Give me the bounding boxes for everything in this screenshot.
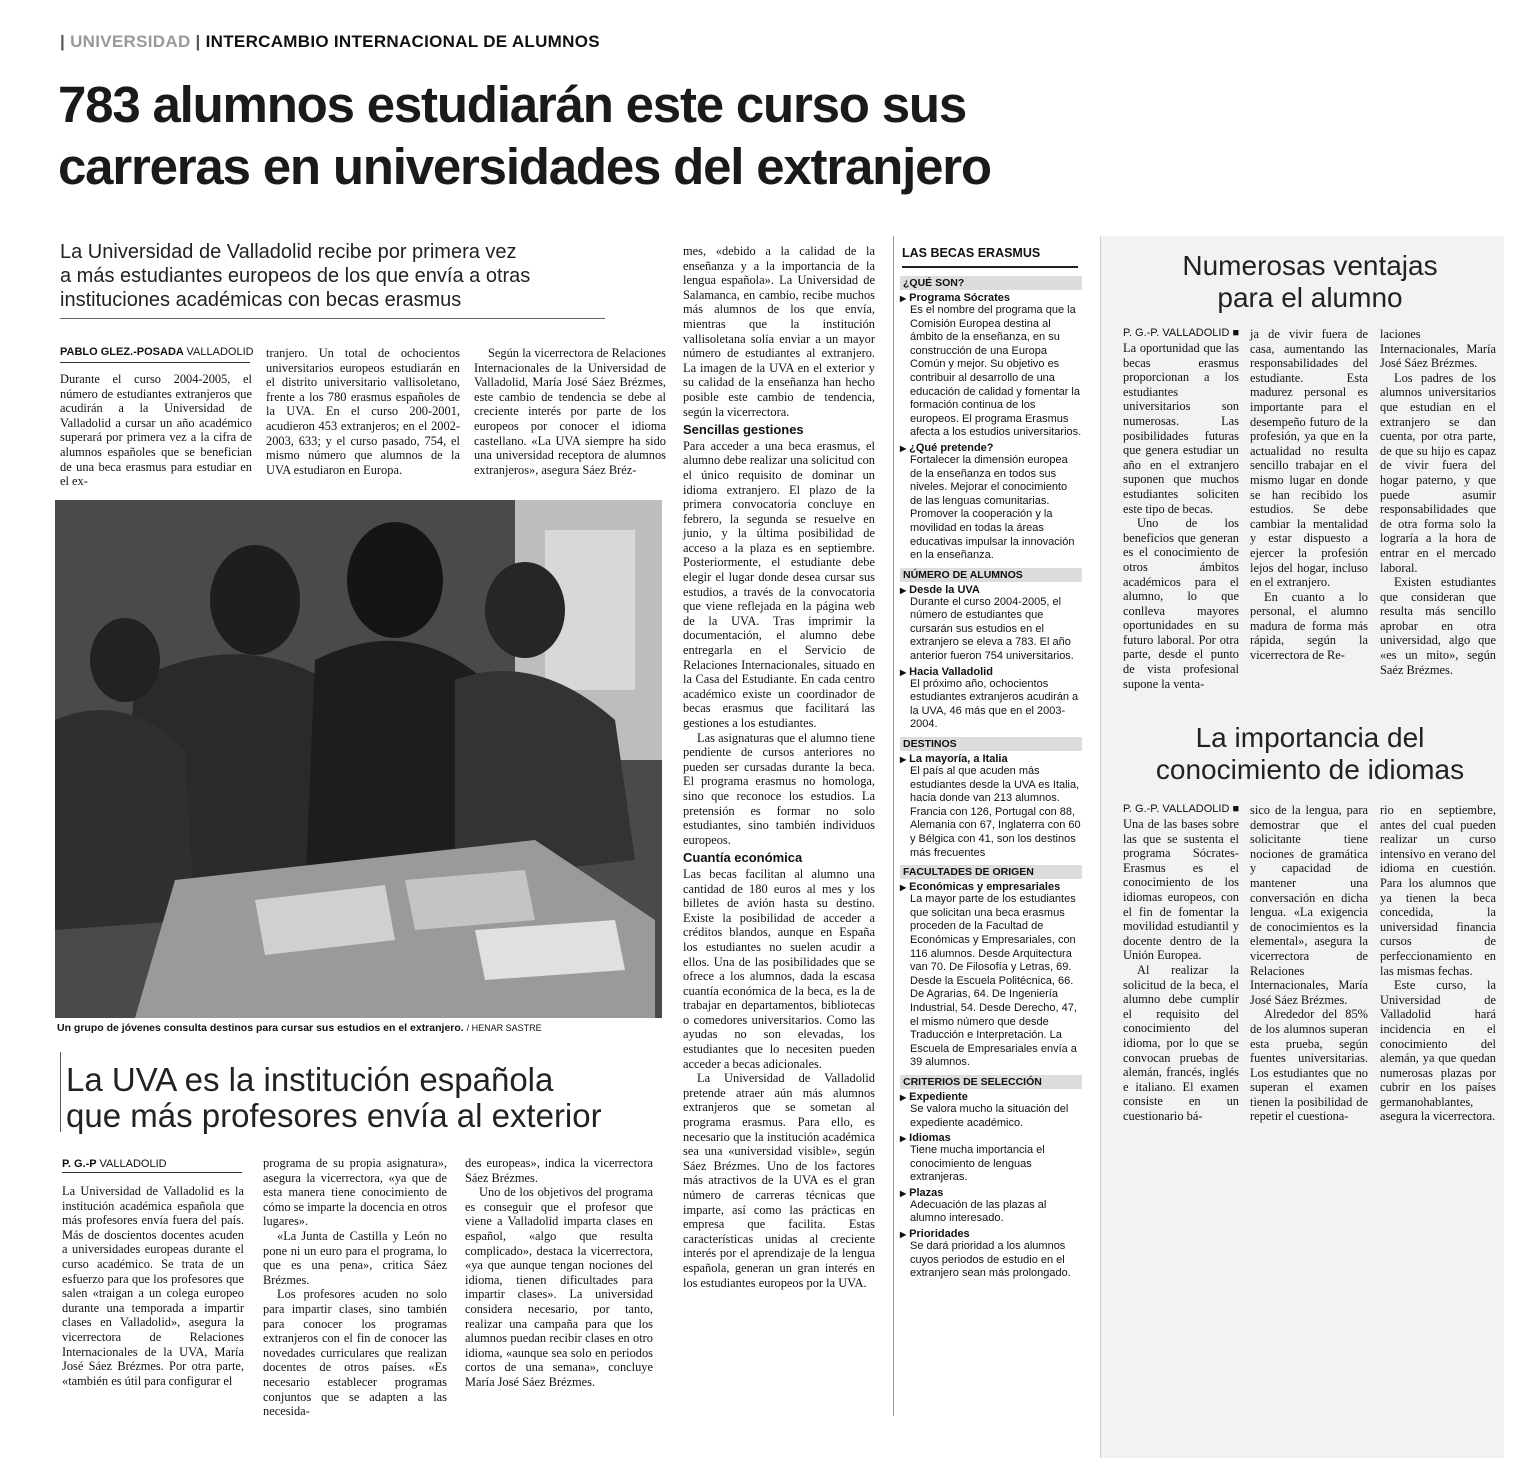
article2-col-1: La Universidad de Valladolid es la institución académica española que más profesores envía fuera del país. Más de doscientos docentes acuden a universidades europeas durante el curso académico. Se trata de un esfuerzo para que los profesores que salen «traigan a un colega europeo durante una temporada a impartir clases en Valladolid», asegura la vicerrectora de Relaciones Internacionales de la UVA, María José Sáez Brézmes. Por otra parte, «también es útil para configurar el [62,1184,244,1388]
subhead-sencillas-gestiones: Sencillas gestiones [683,422,804,438]
subsection-label: INTERCAMBIO INTERNACIONAL DE ALUMNOS [205,32,600,51]
main-col-3-text: Según la vicerrectora de Relaciones Internacionales de la Universidad de Valladolid, María José Sáez Brézmes, este cambio de tendencia se debe al creciente interés por parte de los europeos por conocer el idioma castellano. «La UVA siempre ha sido una universidad receptora de alumnos extranjeros», asegura Sáez Bréz- [474,346,666,477]
sidebar-title: LAS BECAS ERASMUS [902,246,1078,268]
article2-col-3: des europeas», indica la vicerrectora Sáez Brézmes. Uno de los objetivos del programa es conseguir que el profesor que viene a Valladolid imparta clases en español, «algo que resulta complicado», destaca la vicerrectora, «ya que aunque tengan nociones del idioma, tienen dificultades para impartir clases». La universidad considera necesario, por tanto, realizar una campaña para que los alumnos puedan recibir clases en otro idioma, «aunque sea solo en periodos cortos de una semana», concluye María José Sáez Brézmes. [465,1156,653,1389]
sidebar-section-head: CRITERIOS DE SELECCIÓN [900,1075,1082,1089]
right2-title: La importancia del conocimiento de idiomas [1155,722,1465,785]
headline-line-1: 783 alumnos estudiarán este curso sus [58,76,966,133]
sidebar-item-label: ▶ Idiomas [900,1132,1082,1144]
subheadline [60,240,530,312]
article2-col-2: programa de su propia asignatura», asegura la vicerrectora, «ya que de esta manera tiene conocimiento de cómo se imparte la docencia en otros lugares». «La Junta de Castilla y León no pone ni un euro para el programa, lo que es una pena», critica Sáez Brézmes. Los profesores acuden no solo para impartir clases, sino también para conocer los programas extranjeros con el fin de conocer las novedades curriculares que realizan docentes de otros países. «Es necesario establecer programas conjuntos que se adapten a las necesida- [263,1156,447,1419]
sidebar-item-text: Es el nombre del programa que la Comisión Europea destina al ámbito de la enseñanza, en su construcción de una Europa Común y mejor. Su objetivo es contribuir al desarrollo de una educación de calidad y fomentar la formación continua de los europeos. El programa Erasmus afecta a los estudios universitarios. [910,304,1082,439]
sidebar-item-text: Tiene mucha importancia el conocimiento de lenguas extranjeras. [910,1144,1045,1184]
sidebar-section-head: NÚMERO DE ALUMNOS [900,568,1082,582]
sidebar-item-label: ▶ La mayoría, a Italia [900,753,1082,765]
sidebar-item-text: El próximo año, ochocientos estudiantes extranjeros acudirán a la UVA, 46 más que en el 2003-2004. [910,677,1079,731]
right2-col-3: rio en septiembre, antes del cual pueden realizar un curso intensivo en verano del idioma en cuestión. Para los alumnos que ya tienen la beca concedida, la universidad financia cursos de perfeccionamiento en las mismas fechas. Este curso, la Universidad de Valladolid hará incidencia en el conocimiento del alemán, ya que quedan numerosas plazas por cubrir en los países germanohablantes, asegura la vicerrectora. [1380,803,1496,1124]
photo-caption: Un grupo de jóvenes consulta destinos para cursar sus estudios en el extranjero. / HENAR SASTRE [57,1022,542,1034]
main-byline: PABLO GLEZ.-POSADA VALLADOLID [60,346,254,358]
section-header: | UNIVERSIDAD | INTERCAMBIO INTERNACIONAL DE ALUMNOS [60,32,600,51]
sidebar-section-head: ¿QUÉ SON? [900,276,1082,290]
right1-byline: P. G.-P. VALLADOLID ■ [1123,327,1240,339]
main-col-4-p1: mes, «debido a la calidad de la enseñanza y a la importancia de la lengua española». La Universidad de Salamanca, en cambio, recibe muchos más alumnos de los que envía, mientras que la institución vallisoletana solía enviar a un mayor número de estudiantes al extranjero. La imagen de la UVA en el exterior y su calidad de la enseñanza han hecho posible este cambio de tendencia, según la vicerrectora. [683,244,875,419]
sidebar-item-text: La mayor parte de los estudiantes que solicitan una beca erasmus proceden de la Facultad de Económicas y Empresariales, con 116 alumnos. Desde Arquitectura van 70. De Filosofía y Letras, 69. Desde la Escuela Politécnica, 66. De Agrarias, 64. De Ingeniería Industrial, 54. Desde Derecho, 47, el mismo número que desde Traducción e Interpretación. La Escuela de Empresariales envía a 39 alumnos. [910,893,1077,1069]
photo-students [55,500,662,1018]
sidebar-item-text: Se dará prioridad a los alumnos cuyos periodos de estudio en el extranjero sean más prolongado. [910,1240,1071,1280]
sidebar-erasmus [893,236,1083,1416]
headline-line-2: carreras en universidades del extranjero [58,138,991,195]
sidebar-section-head: FACULTADES DE ORIGEN [900,865,1082,879]
right1-title: Numerosas ventajas para el alumno [1182,250,1438,313]
right2-byline: P. G.-P. VALLADOLID ■ [1123,803,1240,815]
sidebar-item-label: ▶ Expediente [900,1091,1082,1103]
article2-title: La UVA es la institución española que más profesores envía al exterior [66,1061,602,1134]
sidebar-section-head: DESTINOS [900,737,1082,751]
right1-col-1: La oportunidad que las becas erasmus proporcionan a los estudiantes universitarios son numerosas. Las posibilidades futuras que genera estudiar un año en el extranjero suponen que muchos estudiantes soliciten este tipo de becas. Uno de los beneficios que generan es el conocimiento de otros ámbitos académicos para el alumno, lo que conlleva mayores oportunidades en su futuro laboral. Por otra parte, desde el punto de vista profesional supone la venta- [1123,341,1239,691]
sidebar-item-label: ▶ Hacia Valladolid [900,666,1082,678]
right2-col-1: Una de las bases sobre las que se sustenta el programa Sócrates-Erasmus es el conocimiento de los idiomas europeos, con el fin de fomentar la movilidad estudiantil y docente dentro de la Unión Europea. Al realizar la solicitud de la beca, el alumno debe cumplir el requisito del conocimiento del idioma, por lo que se convocan pruebas de alemán, francés, inglés e italiano. El examen consiste en un cuestionario bá- [1123,817,1239,1123]
main-col-1-text: Durante el curso 2004-2005, el número de estudiantes extranjeros que acudirán a la Universidad de Valladolid a cursar un año académico superará por primera vez a la cifra de alumnos españoles que se benefician de una beca erasmus para estudiar en el ex- [60,372,252,489]
right2-col-2: sico de la lengua, para demostrar que el solicitante tiene nociones de gramática y capacidad de mantener una conversación en dicha lengua. «La exigencia de conocimientos es la elemental», asegura la vicerrectora de Relaciones Internacionales, María José Sáez Brézmes. Alrededor del 85% de los alumnos superan esta prueba, según fuentes universitarias. Los estudiantes que no superan el examen tienen la posibilidad de repetir el cuestiona- [1250,803,1368,1124]
right1-col-2: ja de vivir fuera de casa, aumentando las responsabilidades del estudiante. Esta madurez personal es importante para el desempeño futuro de la profesión, ya que en la actualidad no resulta sencillo trabajar en el mismo lugar en donde se han recibido los estudios. Se debe cambiar la mentalidad y estar dispuesto a ejercer la profesión lejos del hogar, incluso en el extranjero. En cuanto a lo personal, el alumno madura de forma más rápida, según la vicerrectora de Re- [1250,327,1368,663]
sidebar-item-text: Se valora mucho la situación del expediente académico. [910,1102,1069,1129]
main-col-4: mes, «debido a la calidad de la enseñanza y a la importancia de la lengua española». La Universidad de Salamanca, en cambio, recibe muchos más alumnos de los que envía, mientras que la institución vallisoletana solía enviar a un mayor número de estudiantes al extranjero. La imagen de la UVA en el exterior y su calidad de la enseñanza han hecho posible este cambio de tendencia, según la vicerrectora. Sencillas gestiones Para acceder a una beca erasmus, el alumno debe realizar una solicitud con el único requisito de dominar un idioma extranjero. El plazo de la primera convocatoria concluye en febrero, la segunda se resuelve en junio, y la última posibilidad de acceso a la plaza es en septiembre. Posteriormente, el estudiante debe elegir el lugar donde desea cursar sus estudios, a través de la convocatoria que viene reflejada en la página web de la UVA. Tras imprimir la documentación, el alumno debe entregarla en el Servicio de Relaciones Internacionales, situado en la Casa del Estudiante. En cada centro académico existe un coordinador de becas erasmus que facilitará las gestiones a los estudiantes. Las asignaturas que el alumno tiene pendiente de cursos anteriores no pueden ser cursadas durante la beca. El programa erasmus no homologa, sino que reconoce los estudios. La pretensión es formar no solo estudiantes, sino también individuos europeos. Cuantía económica Las becas facilitan al alumno una cantidad de 180 euros al mes y los billetes de avión hasta su destino. Existe la posibilidad de acceder a créditos blandos, aunque en España los estudiantes no suelen acudir a ellos. Una de las posibilidades que se ofrece a los alumnos, dada la escasa cuantía económica de la beca, es la de trabajar en departamentos, bibliotecas o comedores universitarios. Como las ayudas no son elevadas, los estudiantes que lo necesiten pueden acceder a becas adicionales. La Universidad de Valladolid pretende atraer aún más alumnos extranjeros que se sometan al programa erasmus. Para ello, es necesario que la institución académica sea una «universidad visible», según Sáez Brézmes. Uno de los factores más atractivos de la UVA es el gran número de carreras técnicas que imparte, así como las prácticas en empresa que facilita. Estas características unidas al creciente interés por el aprendizaje de la lengua española, generan un gran interés en los estudiantes europeos por la UVA. [683,244,875,1290]
sidebar-item-label: ▶ Prioridades [900,1228,1082,1240]
subhead-line-1: La Universidad de Valladolid recibe por primera vez [60,241,517,263]
subhead-line-3: instituciones académicas con becas erasmus [60,289,462,311]
sidebar-item-label: ▶ Desde la UVA [900,584,1082,596]
sidebar-item-label: ▶ ¿Qué pretende? [900,442,1082,454]
main-col-2-text: tranjero. Un total de ochocientos universitarios europeos estudiarán en el distrito universitario vallisoletano, frente a los 780 erasmus españoles de la UVA. En el curso 200-2001, acudieron 453 extranjeros; en el 2002-2003, 633; y el curso pasado, 754, el mismo número que alumnos de la UVA estudiaron en Europa. [266,346,460,477]
main-headline [58,74,991,198]
section-label: UNIVERSIDAD [70,32,191,51]
main-col-2 [266,346,460,477]
sidebar-item-text: Adecuación de las plazas al alumno interesado. [910,1198,1047,1225]
photo-illustration [55,500,662,1018]
subhead-line-2: a más estudiantes europeos de los que envía a otras [60,265,531,287]
subhead-cuantia-economica: Cuantía económica [683,850,803,866]
sidebar-item-text: Fortalecer la dimensión europea de la enseñanza en todos sus niveles. Mejorar el conocimiento de las lenguas comunitarias. Promover la cooperación y la movilidad en todas la áreas educativas impulsar la innovación en la enseñanza. [910,453,1075,562]
sidebar-content [900,276,1082,1281]
sidebar-item-label: ▶ Plazas [900,1187,1082,1199]
sidebar-item-text: El país al que acuden más estudiantes desde la UVA es Italia, hacia donde van 213 alumnos. Francia con 126, Portugal con 88, Alemania con 67, Inglaterra con 60 y Bélgica con 41, son los destinos más frecuentes [910,765,1081,859]
main-col-1 [60,372,252,489]
sidebar-item-text: Durante el curso 2004-2005, el número de estudiantes que cursarán sus estudios en el extranjero se eleva a 783. El año anterior fueron 754 universitarios. [910,595,1074,663]
right1-col-3: laciones Internacionales, María José Sáez Brézmes. Los padres de los alumnos universitarios que estudian en el extranjero se dan cuenta, por otra parte, de que su hijo es capaz de vivir fuera del hogar paterno, y que puede asumir responsabilidades que de otra forma solo la lograría a la hora de entrar en el mercado laboral. Existen estudiantes que consideran que resulta más sencillo aprobar en otra universidad, algo que «es un mito», según Saéz Brézmes. [1380,327,1496,677]
article2-byline: P. G.-P VALLADOLID [62,1158,167,1170]
sidebar-item-label: ▶ Programa Sócrates [900,292,1082,304]
subhead-rule [60,318,605,319]
sidebar-item-label: ▶ Económicas y empresariales [900,881,1082,893]
main-col-3 [474,346,666,477]
